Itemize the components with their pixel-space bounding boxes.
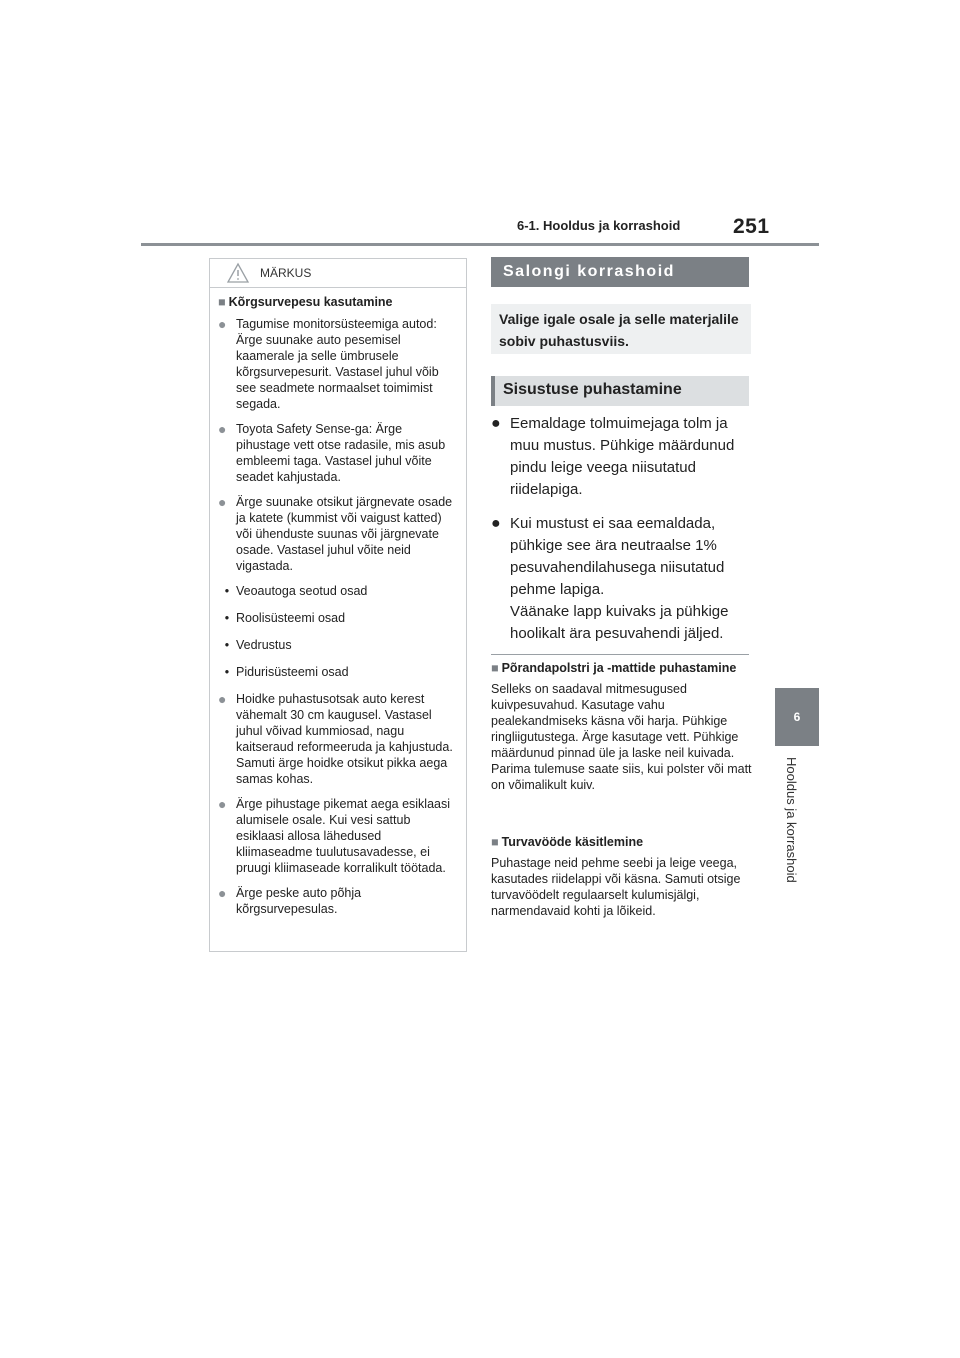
warning-triangle-icon [226,262,250,284]
seatbelt-body: Puhastage neid pehme seebi ja leige veega, kasutades riidelappi või käsna. Samuti otsige turvavöödelt regulaarselt kulumisjälgi, narmendavaid kohti ja lõikeid. [491,856,741,918]
big-bullet-marker: ● [491,515,501,532]
notice-subheading: ■ Kõrgsurvepesu kasutamine [218,295,393,309]
bullet-marker: ● [218,885,227,901]
floor-mat-body: Selleks on saadaval mitmesugused kuivpesuvahud. Kasutage vahu pealekandmiseks käsna või harja. Pühkige ringliigutustega. Ärge kasutage vett. Pühkige määrdunud pinnad üle ja laske neil kuivada. Parima tulemuse saate siis, kui polster või matt on võimalikult kuiv. [491,682,752,792]
subsection-heading: Sisustuse puhastamine [491,376,749,406]
square-marker: ■ [491,661,499,675]
seatbelt-section [491,834,753,919]
divider [491,654,749,655]
bullet-marker: ● [218,316,227,332]
notice-item: ● Toyota Safety Sense-ga: Ärge pihustage vett otse radasile, mis asub embleemi taga. Vastasel juhul võite seadet kahjustada. [218,421,446,484]
chapter-label-text: Hooldus ja korrashoid [784,757,799,883]
chapter-tab[interactable] [775,688,819,746]
bullet-marker: ● [218,494,227,510]
instruction-continuation: Väänake lapp kuivaks ja pühkige hoolikalt ära pesuvahendi jäljed. [510,603,729,642]
cleaning-instructions [491,413,751,645]
notice-title: MÄRKUS [260,266,312,280]
square-marker: ■ [218,295,226,309]
section-title: 6-1. Hooldus ja korrashoid [517,218,681,233]
notice-item: ● Tagumise monitorsüsteemiga autod: Ärge suunake auto pesemisel kaamerale ja selle ümbrusele kõrgsurvepesurit. Vastasel juhul võib see seadmete normaalset toimimist segada. [218,316,439,411]
notice-header [210,259,466,288]
floor-mat-title: ■ Põrandapolstri ja -mattide puhastamine [491,661,737,675]
floor-mat-section [491,660,753,793]
bullet-marker: ● [218,796,227,812]
notice-body [210,288,466,917]
square-marker: ■ [491,835,499,849]
notice-item: ● Ärge suunake otsikut järgnevate osade ja katete (kummist või vaigust katted) või ühenduste suunas või järgnevate osade. Vastasel juhul võite neid vigastada. [218,494,453,573]
bullet-marker: ● [218,691,227,707]
page-number: 251 [733,215,770,238]
notice-dash-item: • Veoautoga seotud osad [218,583,458,599]
intro-box: Valige igale osale ja selle materjalile sobiv puhastusviis. [491,304,751,354]
chapter-label [782,757,804,907]
notice-item: ● Ärge pihustage pikemat aega esiklaasi alumisele osale. Kui vesi sattub esiklaasi allosa lähedused kliimaseadme tuulutusavadesse, ei pruugi kliimaseade korralikult töötada. [218,796,451,875]
instruction-item: ● Eemaldage tolmuimejaga tolm ja muu mustus. Pühkige määrdunud pindu leige veega niisutatud riidelapiga. [491,413,751,501]
section-heading: Salongi korrashoid [491,257,749,287]
notice-dash-item: • Pidurisüsteemi osad [218,664,458,680]
notice-item: ● Hoidke puhastusotsak auto kerest vähemalt 30 cm kaugusel. Vastasel juhul võivad kummiosad, nagu kaitseraud reformeeruda ja kahjustuda. Samuti ärge hoidke otsikut pikka aega samas kohas. [218,691,453,786]
bullet-marker: ● [218,421,227,437]
chapter-number: 6 [793,710,801,724]
dash-marker: • [224,611,230,625]
header-rule [141,243,819,246]
notice-dash-item: • Vedrustus [218,637,458,653]
seatbelt-title: ■ Turvavööde käsitlemine [491,835,644,849]
big-bullet-marker: ● [491,415,501,432]
instruction-item: ● Kui mustust ei saa eemaldada, pühkige see ära neutraalse 1% pesuvahendilahusega niisutatud pehme lapiga. [491,513,751,601]
dash-marker: • [224,665,230,679]
dash-marker: • [224,584,230,598]
notice-box [209,258,467,952]
notice-dash-item: • Roolisüsteemi osad [218,610,458,626]
dash-marker: • [224,638,230,652]
notice-item: ● Ärge peske auto põhja kõrgsurvepesulas. [218,885,362,916]
